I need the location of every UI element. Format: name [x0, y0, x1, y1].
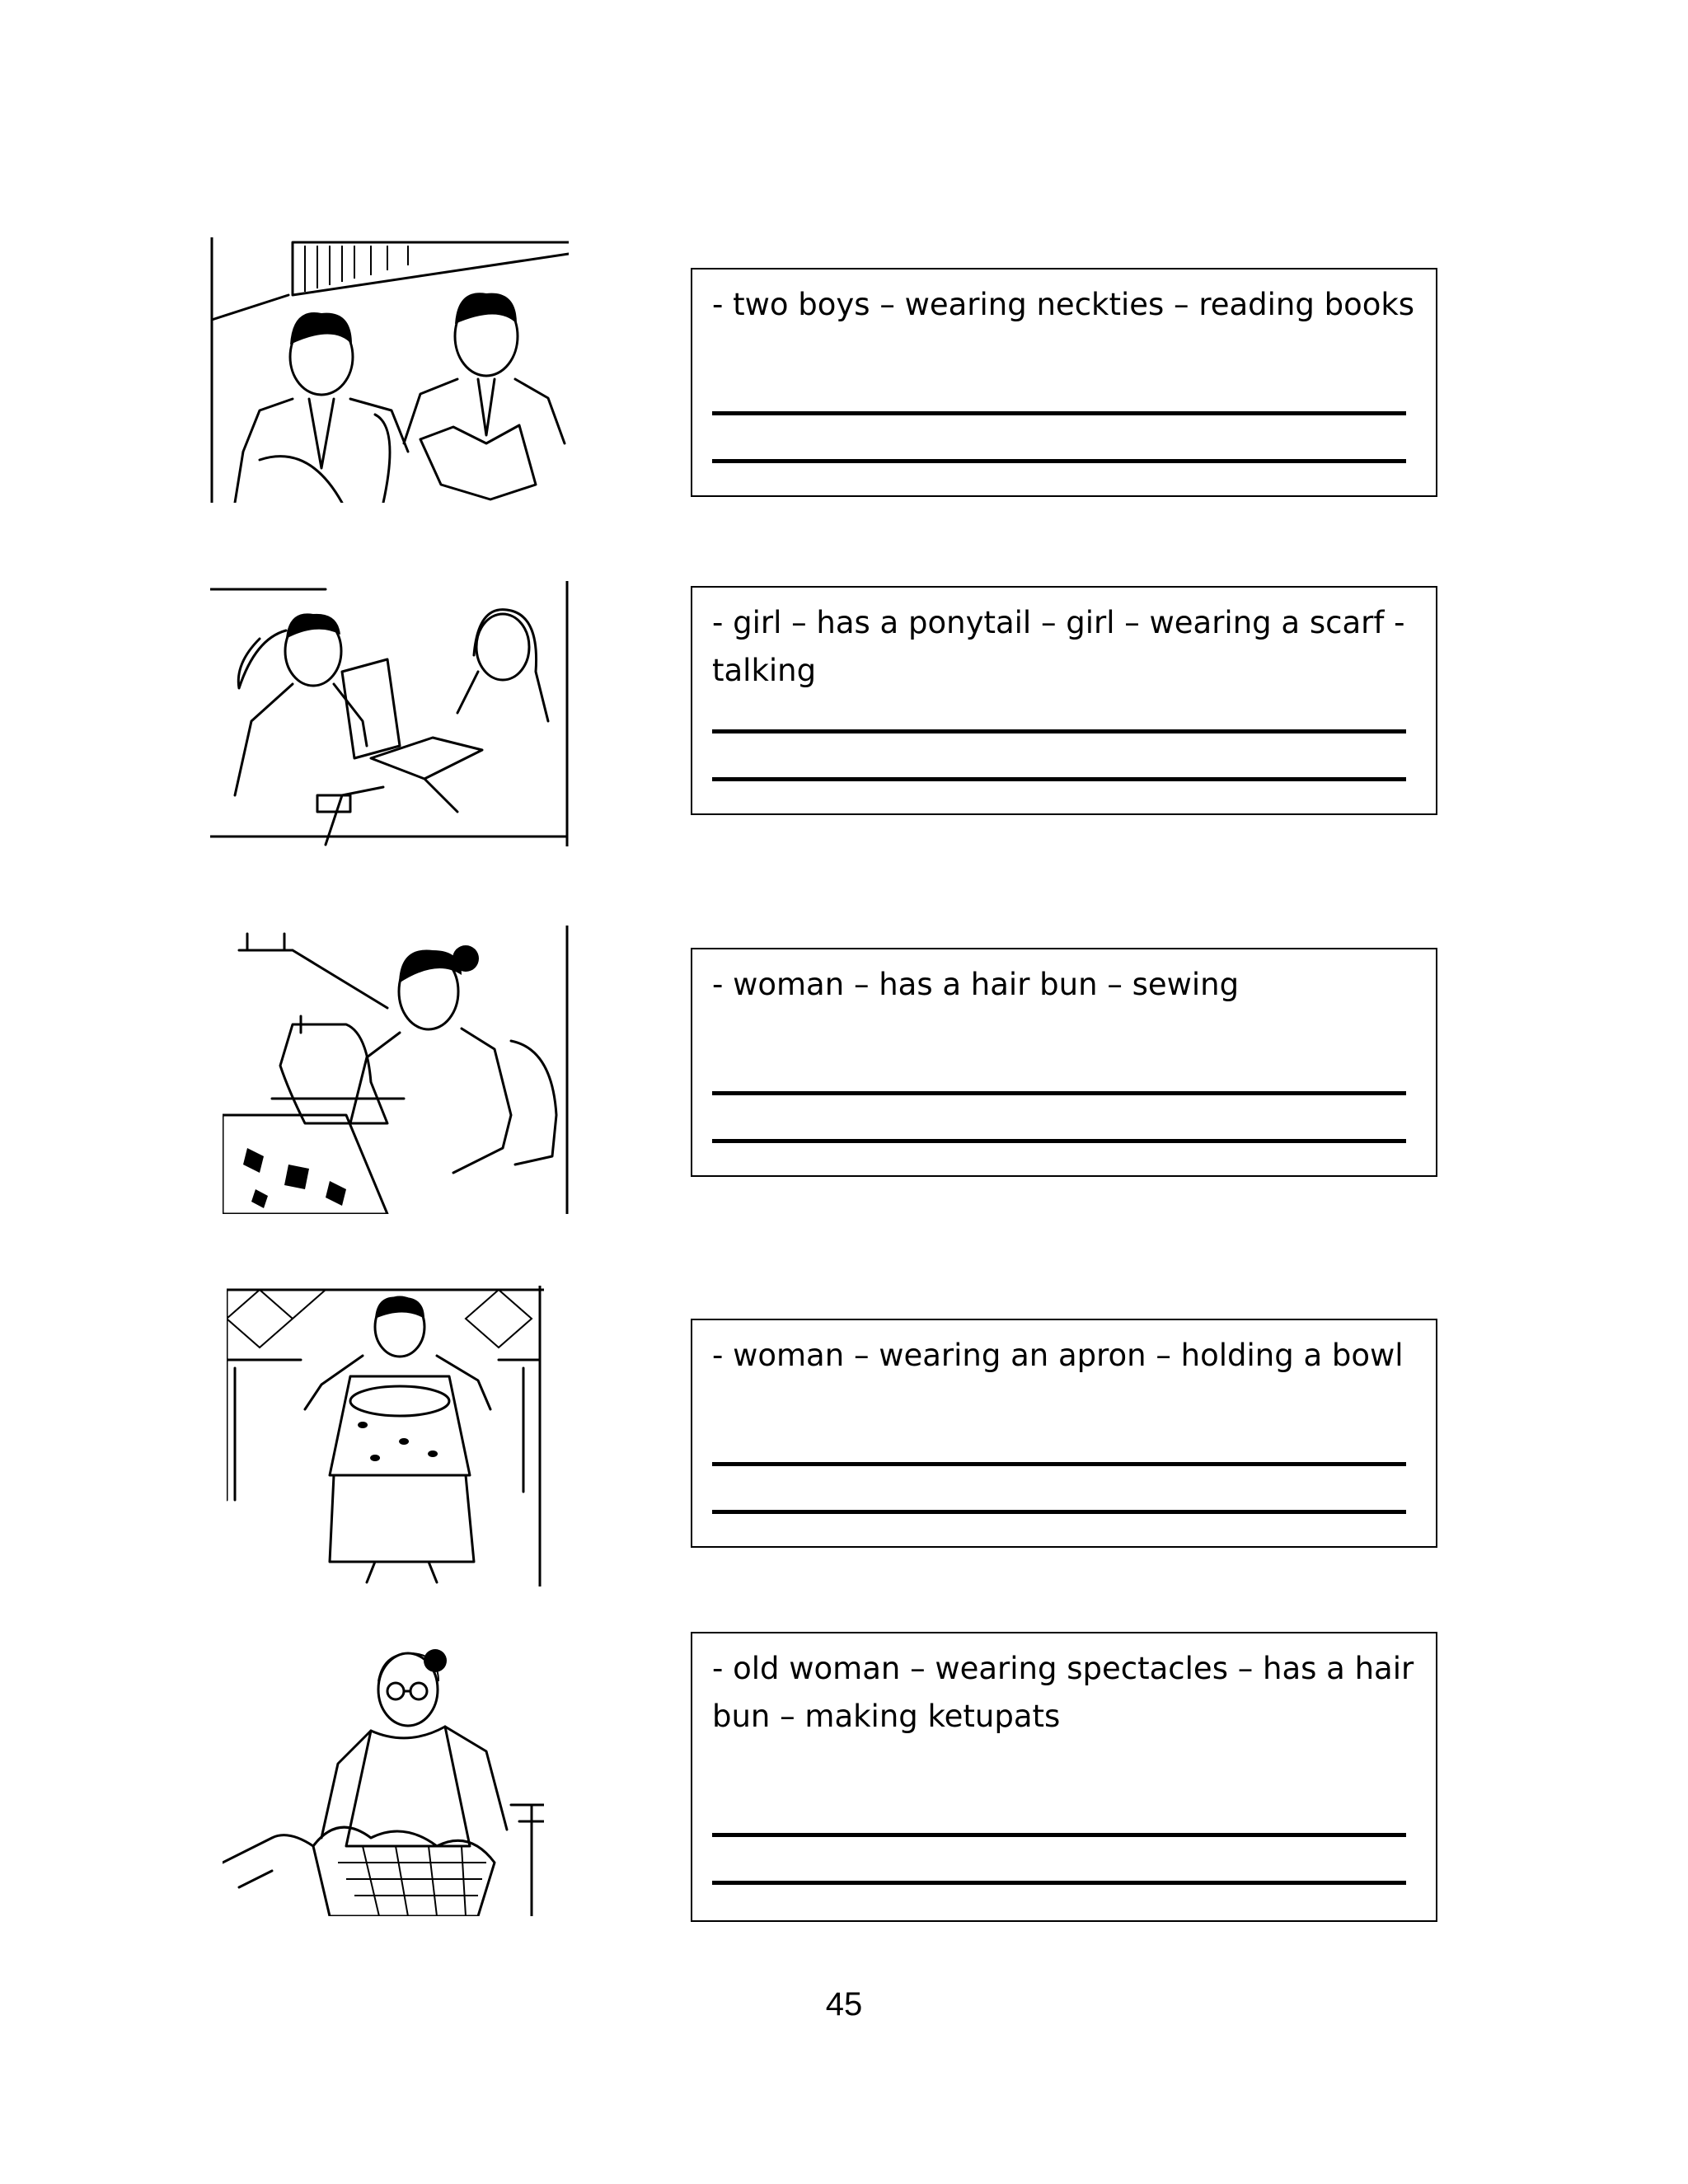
- answer-line-3a[interactable]: [712, 1091, 1406, 1095]
- exercise-1-prompt: - two boys – wearing neckties – reading books: [712, 287, 1415, 322]
- answer-line-4a[interactable]: [712, 1462, 1406, 1466]
- exercise-3-prompt: - woman – has a hair bun – sewing: [712, 967, 1240, 1002]
- exercise-2-box: [691, 586, 1437, 815]
- exercise-4-box: [691, 1319, 1437, 1548]
- answer-line-1a[interactable]: [712, 411, 1406, 415]
- answer-line-1b[interactable]: [712, 459, 1406, 463]
- answer-line-5a[interactable]: [712, 1833, 1406, 1837]
- answer-line-3b[interactable]: [712, 1139, 1406, 1143]
- illustration-old-woman-ketupats: [223, 1640, 544, 1916]
- illustration-two-boys-reading: [210, 237, 569, 503]
- illustration-girls-talking: [210, 581, 569, 846]
- answer-line-2a[interactable]: [712, 729, 1406, 733]
- answer-line-5b[interactable]: [712, 1881, 1406, 1885]
- page-number: 45: [825, 1986, 863, 2022]
- exercise-3-box: [691, 948, 1437, 1177]
- illustration-woman-sewing: [223, 926, 569, 1214]
- answer-line-2b[interactable]: [712, 777, 1406, 781]
- answer-line-4b[interactable]: [712, 1510, 1406, 1514]
- exercise-1-box: [691, 268, 1437, 497]
- illustration-woman-apron-bowl: [227, 1286, 544, 1586]
- exercise-4-prompt: - woman – wearing an apron – holding a bowl: [712, 1338, 1404, 1373]
- exercise-5-box: [691, 1632, 1437, 1922]
- exercise-2-prompt: - girl – has a ponytail – girl – wearing a scarf - talking: [712, 605, 1405, 688]
- exercise-5-prompt: - old woman – wearing spectacles – has a hair bun – making ketupats: [712, 1651, 1414, 1734]
